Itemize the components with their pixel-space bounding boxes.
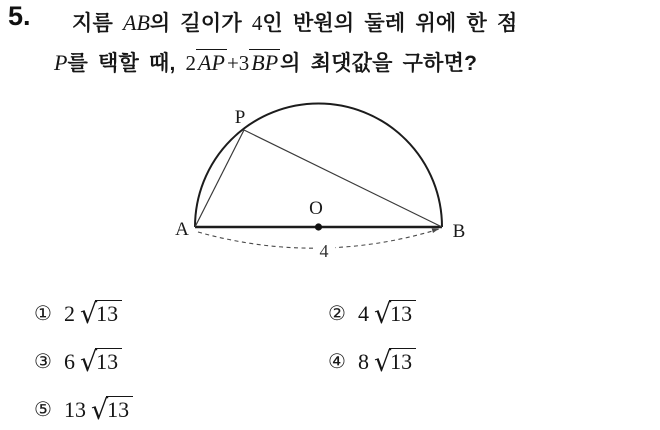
question-text: 지름 (72, 12, 124, 35)
choice-4-coefficient: 8 (357, 349, 369, 374)
choice-1-coefficient: 2 (63, 301, 75, 326)
question-text: 인 반원의 둘레 위에 한 점 (262, 12, 518, 35)
choice-3-radicand: 13 (95, 348, 122, 373)
choice-1-radicand: 13 (95, 300, 122, 325)
question-text: 의 길이가 (149, 12, 252, 35)
chord-pb-line (244, 130, 442, 227)
choice-2 (328, 299, 416, 330)
radical-sign: √ (79, 299, 97, 330)
point-p-label: P (234, 107, 246, 128)
choice-4-marker: ④ (328, 349, 346, 373)
question-line-1 (72, 7, 517, 37)
choice-1-sqrt (79, 299, 122, 330)
question-number: 5. (8, 1, 31, 31)
math-segment-bp-overline: BP (251, 50, 279, 75)
choice-5-sqrt (90, 395, 133, 426)
choice-5-radicand: 13 (106, 396, 133, 421)
choice-4-radicand: 13 (389, 348, 416, 373)
choice-4 (328, 347, 416, 378)
radical-sign: √ (90, 395, 108, 426)
question-line-2 (54, 47, 477, 77)
choice-2-radicand: 13 (389, 300, 416, 325)
math-diameter-ab: AB (123, 10, 150, 35)
choice-2-coefficient: 4 (357, 301, 369, 326)
center-o-label: O (309, 198, 323, 219)
diameter-length-label: 4 (319, 241, 329, 261)
radical-sign: √ (79, 347, 97, 378)
semicircle-figure (150, 95, 500, 285)
choice-5-marker: ⑤ (34, 397, 52, 421)
math-plus-sign: + (226, 51, 239, 75)
choice-1 (34, 299, 122, 330)
choice-1-marker: ① (34, 301, 52, 325)
measure-arrowhead (432, 228, 439, 233)
radical-sign: √ (373, 347, 391, 378)
choice-3 (34, 347, 122, 378)
question-text: 의 최댓값을 구하면? (280, 52, 478, 75)
choice-5-coefficient: 13 (63, 397, 86, 422)
radical-sign: √ (373, 299, 391, 330)
choice-3-coefficient: 6 (63, 349, 75, 374)
choice-5 (34, 395, 133, 426)
choice-2-marker: ② (328, 301, 346, 325)
question-text: 를 택할 때, (67, 52, 186, 75)
choice-4-sqrt (373, 347, 416, 378)
choice-2-sqrt (373, 299, 416, 330)
math-coef-3: 3 (238, 51, 250, 75)
point-a-label: A (175, 219, 189, 240)
math-point-p: P (54, 50, 68, 75)
math-coef-2: 2 (185, 51, 197, 75)
point-b-label: B (452, 221, 466, 242)
choice-3-marker: ③ (34, 349, 52, 373)
chord-ap-line (195, 130, 244, 227)
center-o-dot (315, 223, 322, 230)
math-length-4: 4 (251, 11, 263, 35)
choice-3-sqrt (79, 347, 122, 378)
math-segment-ap-overline: AP (198, 50, 225, 75)
